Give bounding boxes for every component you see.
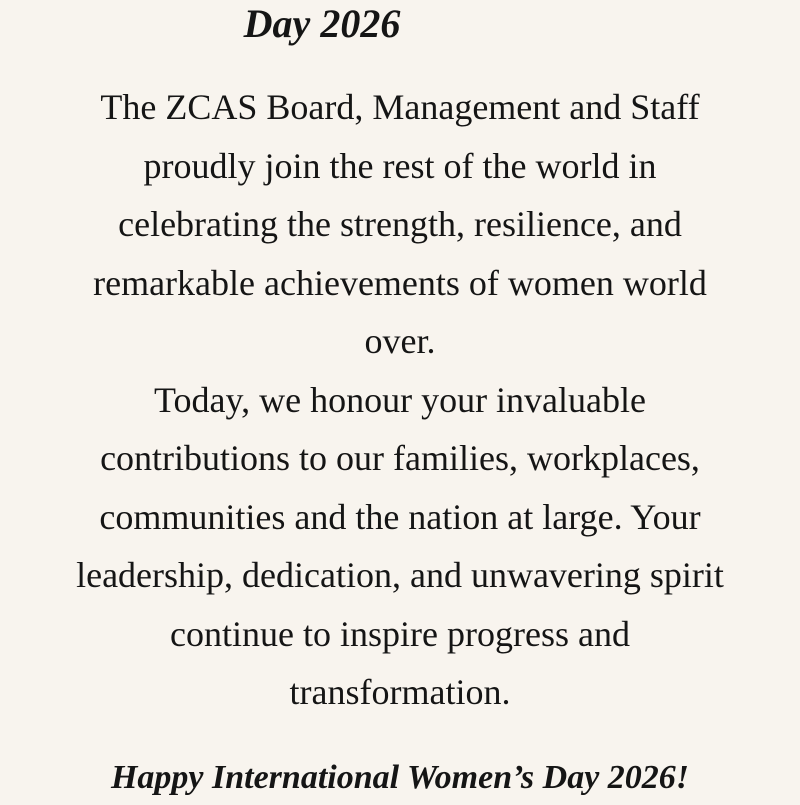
message-body xyxy=(0,78,800,722)
paragraph-board-message xyxy=(0,78,800,371)
text-line: celebrating the strength, resilience, and xyxy=(118,204,682,244)
text-line: contributions to our families, workplaces, xyxy=(100,438,700,478)
closing-greeting: Happy International Women’s Day 2026! xyxy=(110,759,690,796)
text-line: transformation. xyxy=(289,672,511,712)
text-line: leadership, dedication, and unwavering spirit xyxy=(76,555,724,595)
text-line: communities and the nation at large. Your xyxy=(99,496,701,537)
text-line: The ZCAS Board, Management and Staff xyxy=(100,87,700,127)
text-line: remarkable achievements of women world xyxy=(93,262,707,303)
document-heading: Day 2026 xyxy=(243,1,401,46)
text-line: Today, we honour your invaluable xyxy=(153,379,646,420)
text-line: proudly join the rest of the world in xyxy=(143,145,657,186)
text-line: over. xyxy=(364,321,436,361)
paragraph-tribute xyxy=(0,371,800,722)
text-line: continue to inspire progress and xyxy=(170,613,630,654)
